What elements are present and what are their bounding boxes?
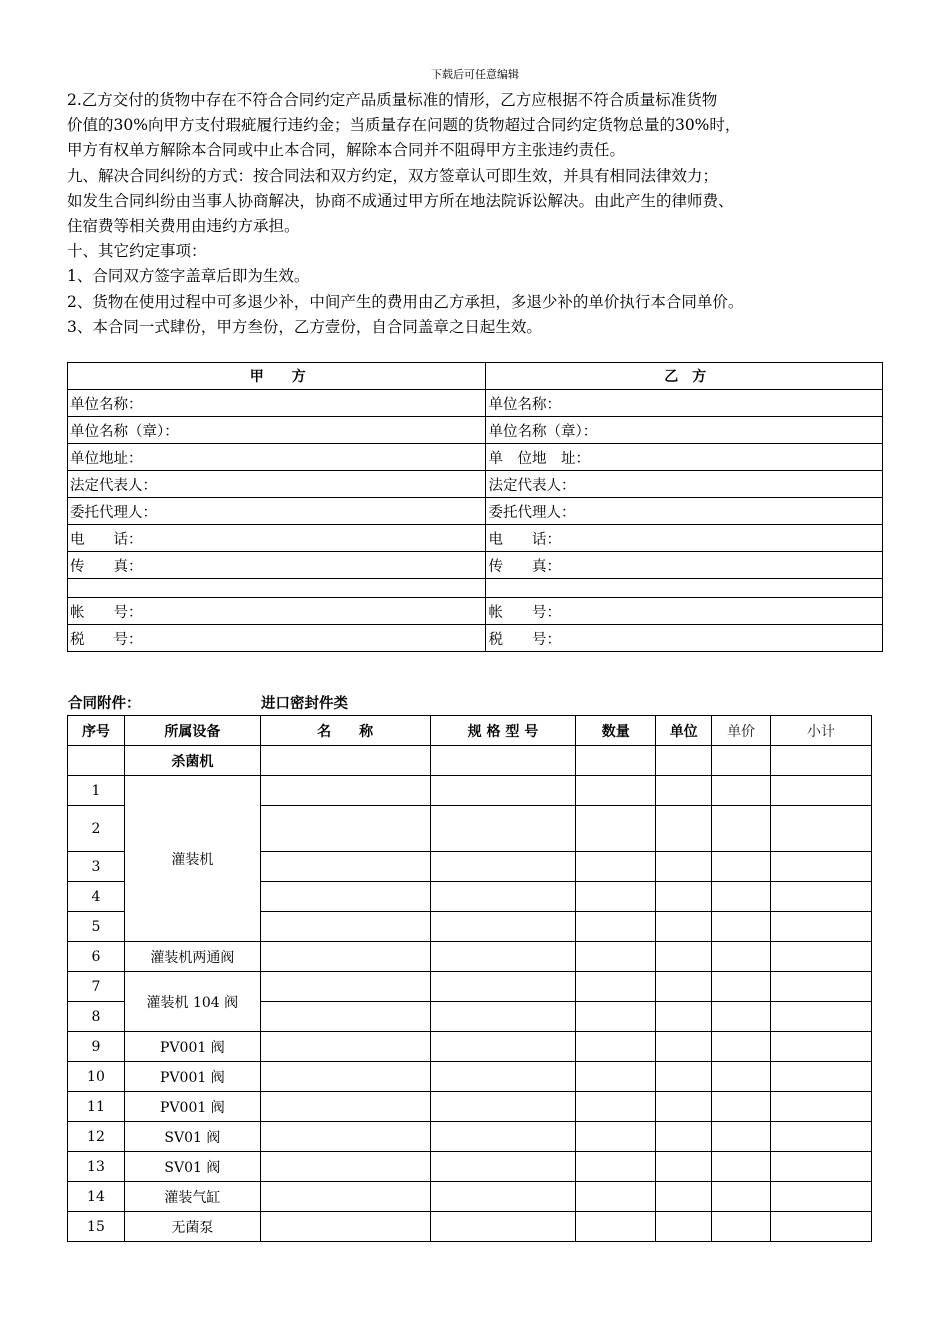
table-cell <box>430 942 576 972</box>
party-a-field: 单位地址： <box>68 444 486 471</box>
table-cell <box>260 882 430 912</box>
table-cell <box>656 746 712 776</box>
table-cell <box>771 806 872 852</box>
row-device: PV001 阀 <box>124 1032 260 1062</box>
table-cell <box>712 1002 771 1032</box>
party-a-field: 税 号： <box>68 625 486 652</box>
table-cell <box>712 1092 771 1122</box>
table-cell <box>656 806 712 852</box>
row-device: SV01 阀 <box>124 1122 260 1152</box>
clause-line: 3、本合同一式肆份，甲方叁份，乙方壹份，自合同盖章之日起生效。 <box>67 317 542 336</box>
table-cell <box>260 852 430 882</box>
table-cell <box>656 912 712 942</box>
party-b-field: 帐 号： <box>486 598 883 625</box>
col-header-device: 所属设备 <box>124 716 260 746</box>
col-header-unit: 单位 <box>656 716 712 746</box>
table-cell <box>430 1002 576 1032</box>
clause-line: 价值的30%向甲方支付瑕疵履行违约金；当质量存在问题的货物超过合同约定货物总量的30%时， <box>67 116 741 135</box>
table-cell <box>576 912 656 942</box>
table-cell <box>576 1062 656 1092</box>
attachment-table <box>67 715 872 1242</box>
table-cell <box>430 746 576 776</box>
table-cell <box>712 1152 771 1182</box>
table-cell <box>712 942 771 972</box>
table-cell <box>430 912 576 942</box>
row-index: 11 <box>68 1092 125 1122</box>
row-device: SV01 阀 <box>124 1152 260 1182</box>
clause-line: 九、解决合同纠纷的方式：按合同法和双方约定，双方签章认可即生效，并具有相同法律效力； <box>67 166 719 185</box>
party-a-field: 帐 号： <box>68 598 486 625</box>
row-index: 1 <box>68 776 125 806</box>
table-cell <box>771 1092 872 1122</box>
table-row <box>68 1122 872 1152</box>
table-cell <box>260 1062 430 1092</box>
table-row <box>68 1212 872 1242</box>
party-a-field: 委托代理人： <box>68 498 486 525</box>
table-cell <box>430 776 576 806</box>
row-index: 13 <box>68 1152 125 1182</box>
table-cell <box>712 882 771 912</box>
col-header-price: 单价 <box>712 716 771 746</box>
party-a-field: 法定代表人： <box>68 471 486 498</box>
table-cell <box>771 776 872 806</box>
table-cell <box>712 1062 771 1092</box>
table-cell <box>771 1122 872 1152</box>
table-row <box>68 1032 872 1062</box>
table-row <box>68 972 872 1002</box>
party-b-field: 税 号： <box>486 625 883 652</box>
row-index: 10 <box>68 1062 125 1092</box>
table-cell <box>771 1002 872 1032</box>
row-index: 3 <box>68 852 125 882</box>
table-cell <box>712 1122 771 1152</box>
device-filler: 灌装机 <box>124 776 260 942</box>
table-row <box>68 1092 872 1122</box>
row-index: 4 <box>68 882 125 912</box>
row-device: 灌装气缸 <box>124 1182 260 1212</box>
table-cell <box>771 1062 872 1092</box>
table-cell <box>712 746 771 776</box>
party-b-field: 电 话： <box>486 525 883 552</box>
table-cell <box>260 1152 430 1182</box>
table-cell <box>576 942 656 972</box>
table-cell <box>430 1122 576 1152</box>
table-row <box>68 1182 872 1212</box>
clause-line: 2、货物在使用过程中可多退少补，中间产生的费用由乙方承担，多退少补的单价执行本合同单价。 <box>67 292 744 311</box>
col-header-name: 名 称 <box>260 716 430 746</box>
table-cell <box>576 746 656 776</box>
contract-clauses <box>67 88 897 340</box>
col-header-index: 序号 <box>68 716 125 746</box>
table-cell <box>712 1032 771 1062</box>
table-cell <box>576 852 656 882</box>
table-cell <box>771 1152 872 1182</box>
party-b-field: 法定代表人： <box>486 471 883 498</box>
table-cell <box>576 1002 656 1032</box>
table-cell <box>656 1032 712 1062</box>
row-index: 9 <box>68 1032 125 1062</box>
table-cell <box>430 1032 576 1062</box>
table-cell <box>260 776 430 806</box>
party-b-field: 单 位地 址： <box>486 444 883 471</box>
row-device: PV001 阀 <box>124 1092 260 1122</box>
table-cell <box>771 746 872 776</box>
table-cell <box>576 972 656 1002</box>
party-b-field <box>486 579 883 598</box>
table-cell <box>576 776 656 806</box>
party-b-header: 乙 方 <box>486 363 883 390</box>
table-cell <box>576 882 656 912</box>
table-cell <box>771 852 872 882</box>
party-a-field: 传 真： <box>68 552 486 579</box>
table-cell <box>771 972 872 1002</box>
table-cell <box>260 912 430 942</box>
attachment-title: 合同附件： <box>68 696 141 712</box>
table-cell <box>68 746 125 776</box>
col-header-subtotal: 小计 <box>771 716 872 746</box>
table-cell <box>576 1032 656 1062</box>
table-cell <box>260 1002 430 1032</box>
party-b-field: 单位名称（章）： <box>486 417 883 444</box>
col-header-spec: 规 格 型 号 <box>430 716 576 746</box>
table-cell <box>260 1182 430 1212</box>
table-cell <box>656 852 712 882</box>
table-cell <box>656 1182 712 1212</box>
table-cell <box>656 1092 712 1122</box>
table-cell <box>260 1032 430 1062</box>
table-cell <box>430 882 576 912</box>
table-cell <box>712 972 771 1002</box>
table-cell <box>430 1092 576 1122</box>
clause-line: 2.乙方交付的货物中存在不符合合同约定产品质量标准的情形，乙方应根据不符合质量标准货物 <box>67 91 718 109</box>
row-index: 8 <box>68 1002 125 1032</box>
table-cell <box>771 1182 872 1212</box>
clause-line: 住宿费等相关费用由违约方承担。 <box>67 217 300 236</box>
table-cell <box>771 1212 872 1242</box>
party-b-field: 单位名称： <box>486 390 883 417</box>
table-cell <box>260 1212 430 1242</box>
party-a-header: 甲 方 <box>68 363 486 390</box>
table-cell <box>712 912 771 942</box>
table-cell <box>430 1062 576 1092</box>
table-cell <box>260 942 430 972</box>
party-a-field <box>68 579 486 598</box>
table-cell <box>430 1212 576 1242</box>
table-cell <box>656 1152 712 1182</box>
table-cell <box>712 806 771 852</box>
table-cell <box>430 1152 576 1182</box>
header-note: 下载后可任意编辑 <box>431 68 519 81</box>
attachment-label <box>68 692 348 713</box>
parties-table <box>67 362 883 652</box>
table-cell <box>656 882 712 912</box>
table-cell <box>712 852 771 882</box>
table-row <box>68 1062 872 1092</box>
table-cell <box>656 776 712 806</box>
party-b-field: 传 真： <box>486 552 883 579</box>
clause-line: 甲方有权单方解除本合同或中止本合同，解除本合同并不阻碍甲方主张违约责任。 <box>67 141 626 160</box>
table-cell <box>430 1182 576 1212</box>
table-cell <box>260 746 430 776</box>
table-row <box>68 1152 872 1182</box>
col-header-qty: 数量 <box>576 716 656 746</box>
row-index: 12 <box>68 1122 125 1152</box>
table-cell <box>771 942 872 972</box>
table-cell <box>260 806 430 852</box>
table-cell <box>656 1212 712 1242</box>
table-cell <box>260 1122 430 1152</box>
row-index: 15 <box>68 1212 125 1242</box>
row-index: 5 <box>68 912 125 942</box>
table-cell <box>656 972 712 1002</box>
clause-line: 十、其它约定事项： <box>67 242 207 261</box>
table-cell <box>576 1122 656 1152</box>
device-group-sterilizer: 杀菌机 <box>124 746 260 776</box>
party-a-field: 电 话： <box>68 525 486 552</box>
clause-line: 如发生合同纠纷由当事人协商解决，协商不成通过甲方所在地法院诉讼解决。由此产生的律师费、 <box>67 191 734 210</box>
row-index: 14 <box>68 1182 125 1212</box>
row-index: 6 <box>68 942 125 972</box>
table-row <box>68 942 872 972</box>
table-cell <box>576 806 656 852</box>
row-device: PV001 阀 <box>124 1062 260 1092</box>
table-cell <box>576 1092 656 1122</box>
table-cell <box>656 1122 712 1152</box>
party-a-field: 单位名称（章）： <box>68 417 486 444</box>
table-cell <box>260 972 430 1002</box>
row-device: 灌装机两通阀 <box>124 942 260 972</box>
row-index: 7 <box>68 972 125 1002</box>
clause-line: 1、合同双方签字盖章后即为生效。 <box>67 267 310 286</box>
table-cell <box>712 1212 771 1242</box>
party-b-field: 委托代理人： <box>486 498 883 525</box>
party-a-field: 单位名称： <box>68 390 486 417</box>
device-104-valve: 灌装机 104 阀 <box>124 972 260 1032</box>
table-cell <box>771 1032 872 1062</box>
table-cell <box>576 1212 656 1242</box>
row-index: 2 <box>68 806 125 852</box>
table-cell <box>430 852 576 882</box>
table-cell <box>576 1182 656 1212</box>
table-cell <box>656 1062 712 1092</box>
table-cell <box>430 806 576 852</box>
table-cell <box>260 1092 430 1122</box>
table-cell <box>656 942 712 972</box>
table-cell <box>771 912 872 942</box>
table-cell <box>712 776 771 806</box>
table-cell <box>576 1152 656 1182</box>
table-row <box>68 776 872 806</box>
row-device: 无菌泵 <box>124 1212 260 1242</box>
table-cell <box>712 1182 771 1212</box>
table-cell <box>430 972 576 1002</box>
table-cell <box>656 1002 712 1032</box>
attachment-category: 进口密封件类 <box>261 696 348 712</box>
table-cell <box>771 882 872 912</box>
